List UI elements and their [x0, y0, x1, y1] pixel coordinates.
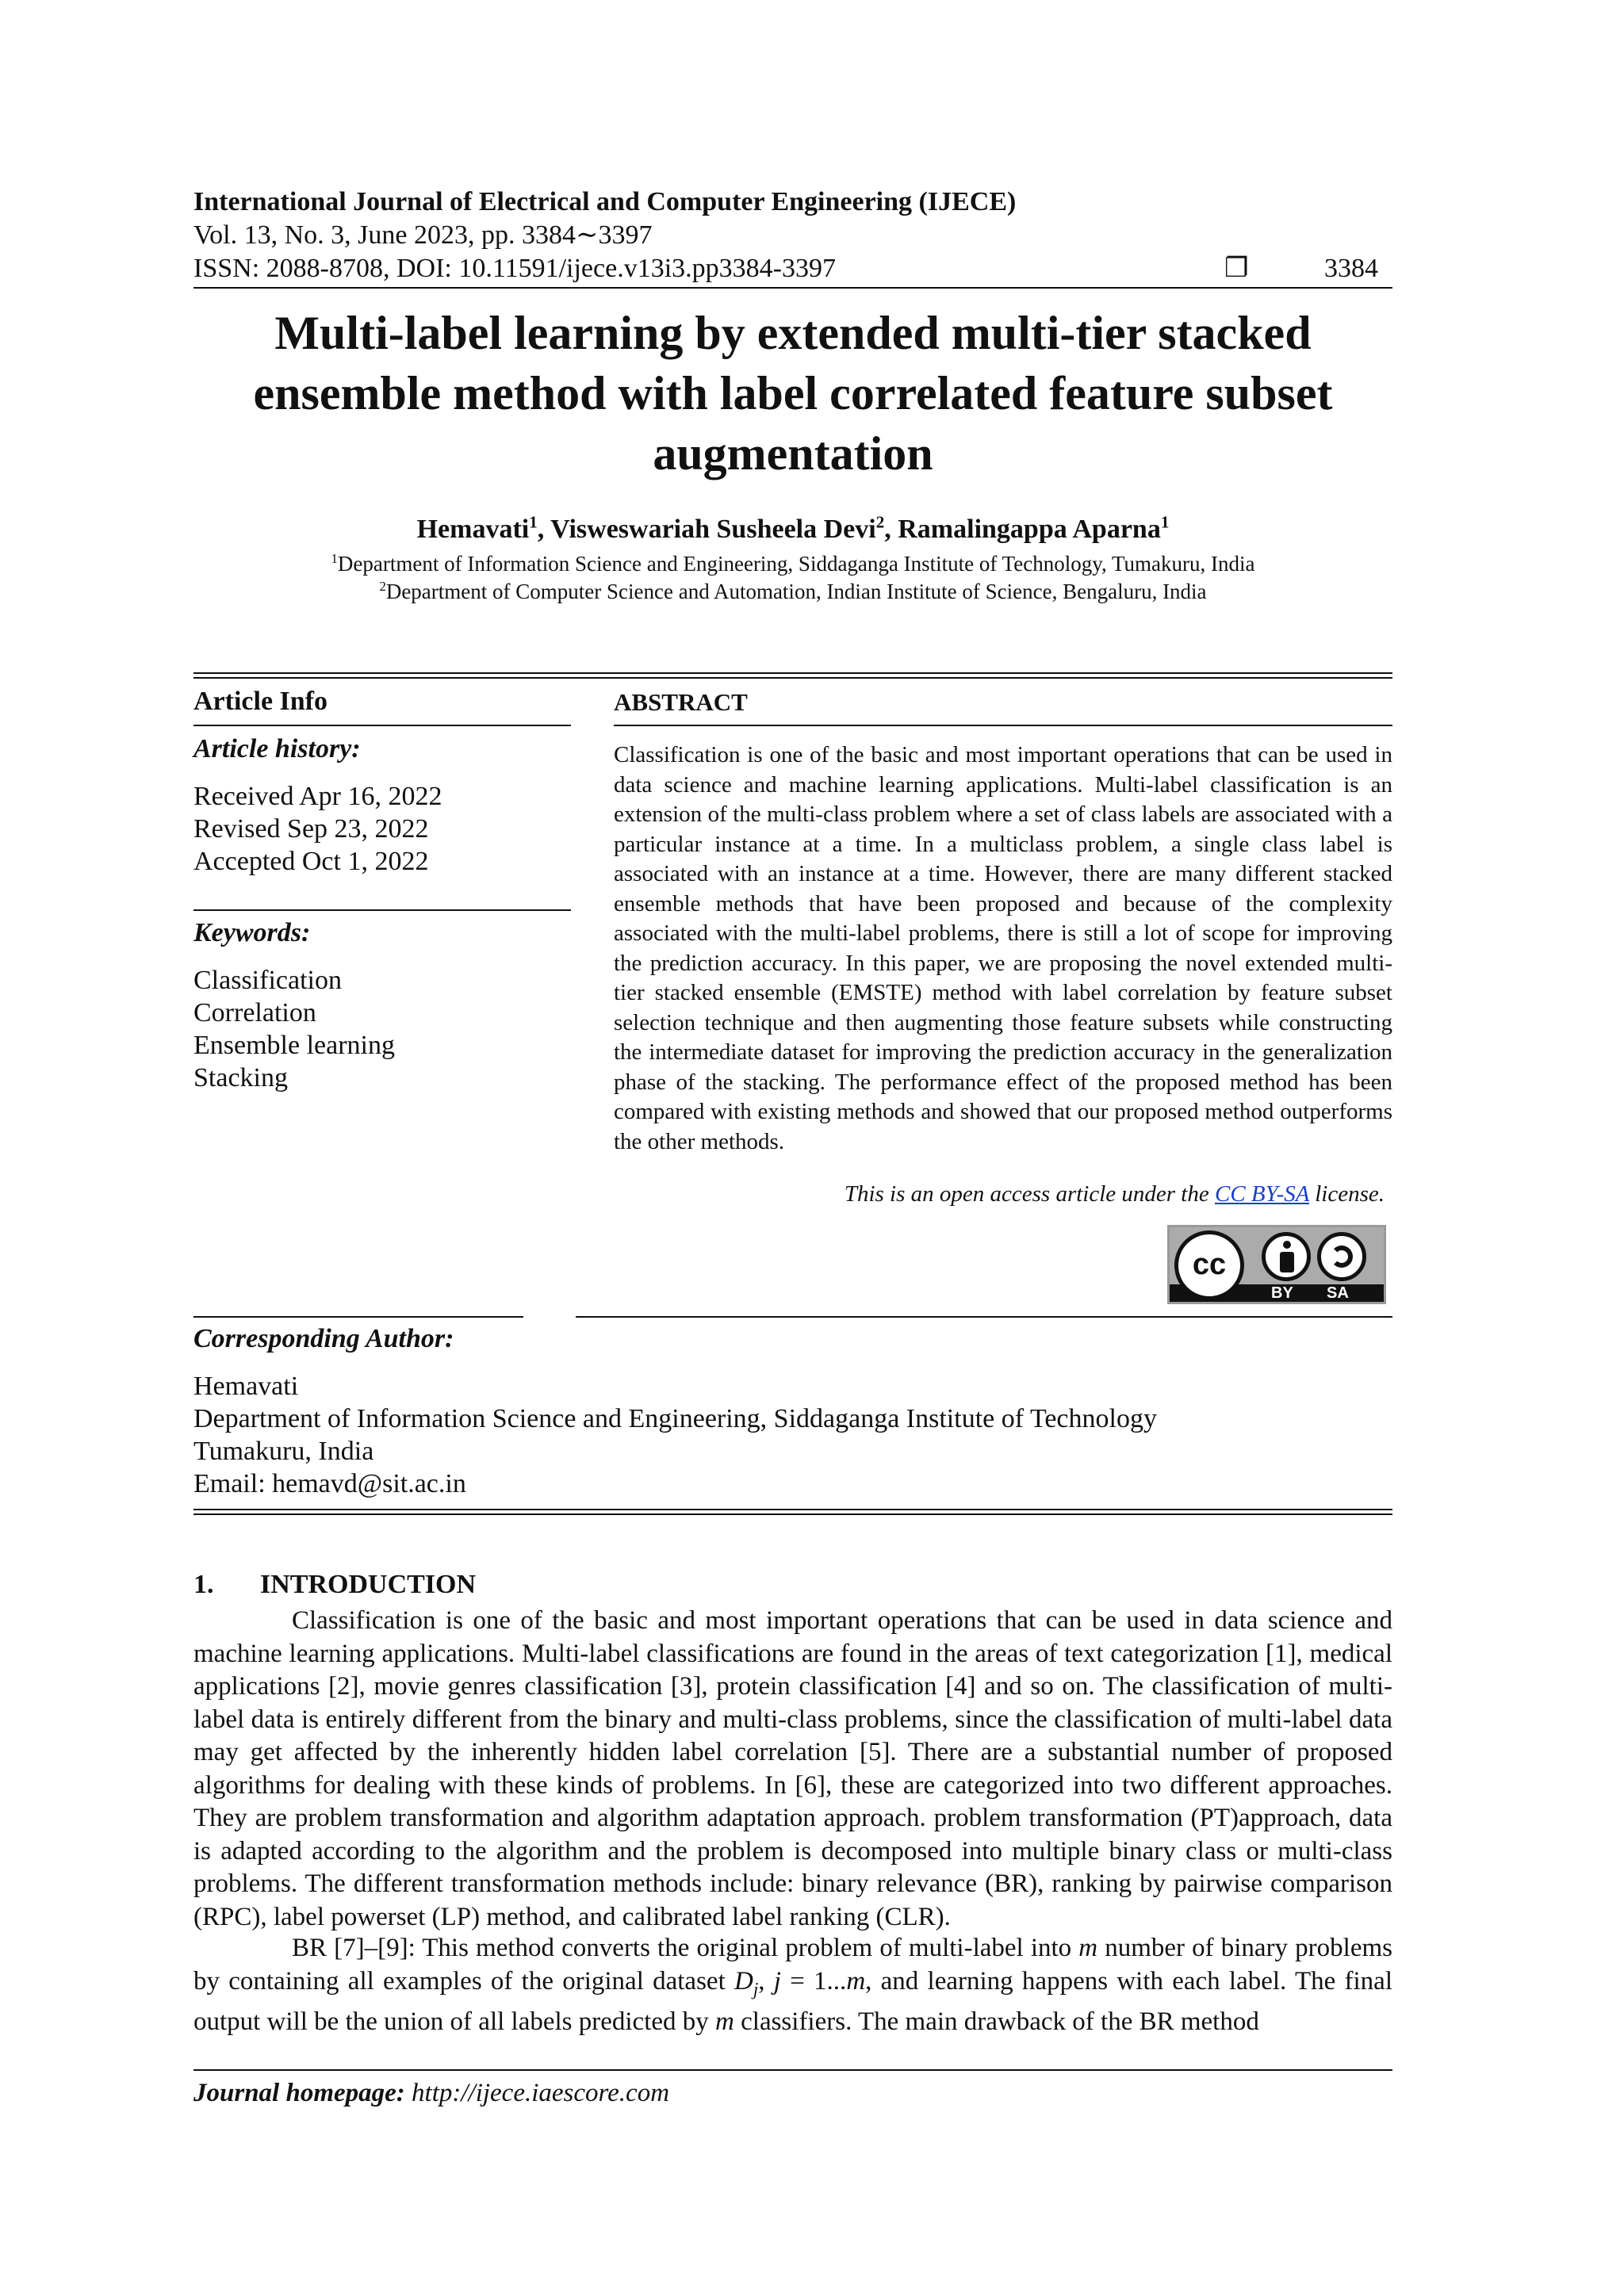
author-3-affil: 1 — [1160, 512, 1170, 532]
attribution-person-icon — [1262, 1232, 1311, 1281]
affiliation-2 — [193, 578, 1392, 605]
author-1-affil: 1 — [529, 512, 538, 532]
page-number: 3384 — [1324, 254, 1378, 283]
keywords-heading: Keywords: — [193, 918, 311, 947]
license-link[interactable]: CC BY-SA — [1215, 1181, 1309, 1207]
math-var: D — [733, 1966, 753, 1996]
box-icon: ❐ — [1224, 254, 1249, 283]
keyword-item: Ensemble learning — [193, 1031, 395, 1060]
math-subscript: j — [753, 1978, 759, 1999]
homepage-label: Journal homepage: — [193, 2079, 405, 2107]
intro-section-number: 1. — [193, 1570, 214, 1599]
badge-by-label: BY — [1271, 1284, 1293, 1302]
info-top-rule — [193, 672, 1392, 674]
header-rule — [193, 287, 1392, 289]
corresponding-rule-left — [193, 1316, 523, 1318]
keyword-item: Stacking — [193, 1063, 288, 1093]
corresponding-email: Email: hemavd@sit.ac.in — [193, 1469, 466, 1498]
issn-doi: ISSN: 2088-8708, DOI: 10.11591/ijece.v13i3.pp3384-3397 — [193, 254, 836, 283]
affiliation-2-text: Department of Computer Science and Automation, Indian Institute of Science, Bengaluru, India — [385, 580, 1207, 603]
para-text: = 1... — [780, 1966, 847, 1996]
article-history-heading: Article history: — [193, 734, 361, 763]
author-separator: , — [537, 515, 551, 544]
share-alike-icon — [1317, 1232, 1366, 1281]
corresponding-name: Hemavati — [193, 1372, 299, 1401]
badge-sa-label: SA — [1327, 1284, 1349, 1302]
affiliation-1 — [193, 550, 1392, 577]
para-text: classifiers. The main drawback of the BR method — [733, 2007, 1259, 2036]
journal-homepage — [193, 2079, 669, 2108]
math-var: m — [846, 1966, 866, 1996]
author-2: Visweswariah Susheela Devi — [550, 515, 876, 544]
cc-by-sa-badge[interactable] — [1167, 1225, 1386, 1304]
cc-logo-icon — [1174, 1230, 1244, 1300]
corresponding-author-heading: Corresponding Author: — [193, 1324, 454, 1353]
para-text: , and learning happens with each label. The final output will be the union of all labels predicted by — [193, 1966, 1392, 2036]
intro-paragraph-1: Classification is one of the basic and most important operations that can be used in data science and machine learning applications. Multi-label classifications are found in the areas of text categorization [1], medical applications [2], movie genres classification [3], protein classification [4] and so on. The classification of multi-label data is entirely different from the binary and multi-class problems, since the classification of multi-label data may get affected by the inherently hidden label correlation [5]. There are a substantial number of proposed algorithms for dealing with these kinds of problems. In [6], these are categorized into two different approaches. They are problem transformation and algorithm adaptation approach. problem transformation (PT)approach, data is adapted according to the algorithm and the problem is decomposed into multiple binary class or multi-class problems. The different transformation methods include: binary relevance (BR), ranking by pairwise comparison (RPC), label powerset (LP) method, and calibrated label ranking (CLR). — [193, 1606, 1392, 1931]
keywords-rule — [193, 909, 571, 911]
author-list — [193, 514, 1392, 545]
info-bottom-rule — [193, 1509, 1392, 1510]
corresponding-dept: Department of Information Science and Engineering, Siddaganga Institute of Technology — [193, 1404, 1157, 1433]
license-note — [614, 1181, 1385, 1207]
math-var: m — [715, 2007, 734, 2036]
received-date: Received Apr 16, 2022 — [193, 782, 442, 811]
info-bottom-rule-2 — [193, 1513, 1392, 1515]
affiliation-1-marker: 1 — [331, 551, 338, 566]
para-text: number of binary problems by containing all examples of the original dataset — [193, 1934, 1392, 1996]
accepted-date: Accepted Oct 1, 2022 — [193, 847, 429, 876]
article-info-rule — [193, 725, 571, 726]
revised-date: Revised Sep 23, 2022 — [193, 814, 429, 844]
corresponding-city: Tumakuru, India — [193, 1437, 374, 1466]
paper-title: Multi-label learning by extended multi-tier stacked ensemble method with label correlated feature subset augmentation — [253, 307, 1333, 480]
author-separator: , — [884, 515, 898, 544]
intro-heading: INTRODUCTION — [260, 1570, 477, 1599]
author-2-affil: 2 — [875, 512, 885, 532]
abstract-body: Classification is one of the basic and most important operations that can be used in data science and machine learning applications. Multi-label classification is an extension of the multi-class problem where a set of class labels are associated with a particular instance at a time. In a multiclass problem, a single class label is associated with an instance at a time. However, there are many different stacked ensemble methods that have been proposed and because of the complexity associated with the multi-label problems, there is still a lot of scope for improving the prediction accuracy. In this paper, we are proposing the novel extended multi-tier stacked ensemble (EMSTE) method with label correlation by feature subset selection technique and then augmenting those feature subsets while constructing the intermediate dataset for improving the prediction accuracy in the generalization phase of the stacking. The performance effect of the proposed method has been compared with existing methods and showed that our proposed method outperforms the other methods. — [614, 742, 1392, 1154]
affiliation-2-marker: 2 — [379, 579, 386, 594]
footer-rule — [193, 2069, 1392, 2071]
para-text: BR [7]–[9]: This method converts the original problem of multi-label into — [292, 1934, 1079, 1962]
license-text-post: license. — [1308, 1181, 1385, 1207]
keyword-item: Classification — [193, 966, 342, 995]
abstract-rule — [614, 725, 1392, 726]
corresponding-rule-right — [576, 1316, 1392, 1318]
author-3: Ramalingappa Aparna — [898, 515, 1161, 544]
math-var: m — [1078, 1934, 1098, 1962]
math-var: j — [773, 1966, 781, 1996]
intro-paragraph-2 — [193, 1932, 1392, 2038]
article-info-heading: Article Info — [193, 687, 328, 716]
info-top-rule-2 — [193, 677, 1392, 679]
abstract-heading: ABSTRACT — [614, 688, 748, 716]
keyword-item: Correlation — [193, 998, 316, 1027]
author-1: Hemavati — [416, 515, 530, 544]
license-text-pre: This is an open access article under the — [844, 1181, 1215, 1207]
para-text: , — [758, 1966, 774, 1996]
affiliation-1-text: Department of Information Science and Engineering, Siddaganga Institute of Technology, Tumakuru, India — [337, 552, 1255, 576]
cc-logo-text: cc — [1192, 1248, 1227, 1281]
volume-info: Vol. 13, No. 3, June 2023, pp. 3384∼3397 — [193, 220, 653, 250]
journal-name: International Journal of Electrical and Computer Engineering (IJECE) — [193, 187, 1017, 216]
homepage-url[interactable]: http://ijece.iaescore.com — [404, 2079, 670, 2107]
